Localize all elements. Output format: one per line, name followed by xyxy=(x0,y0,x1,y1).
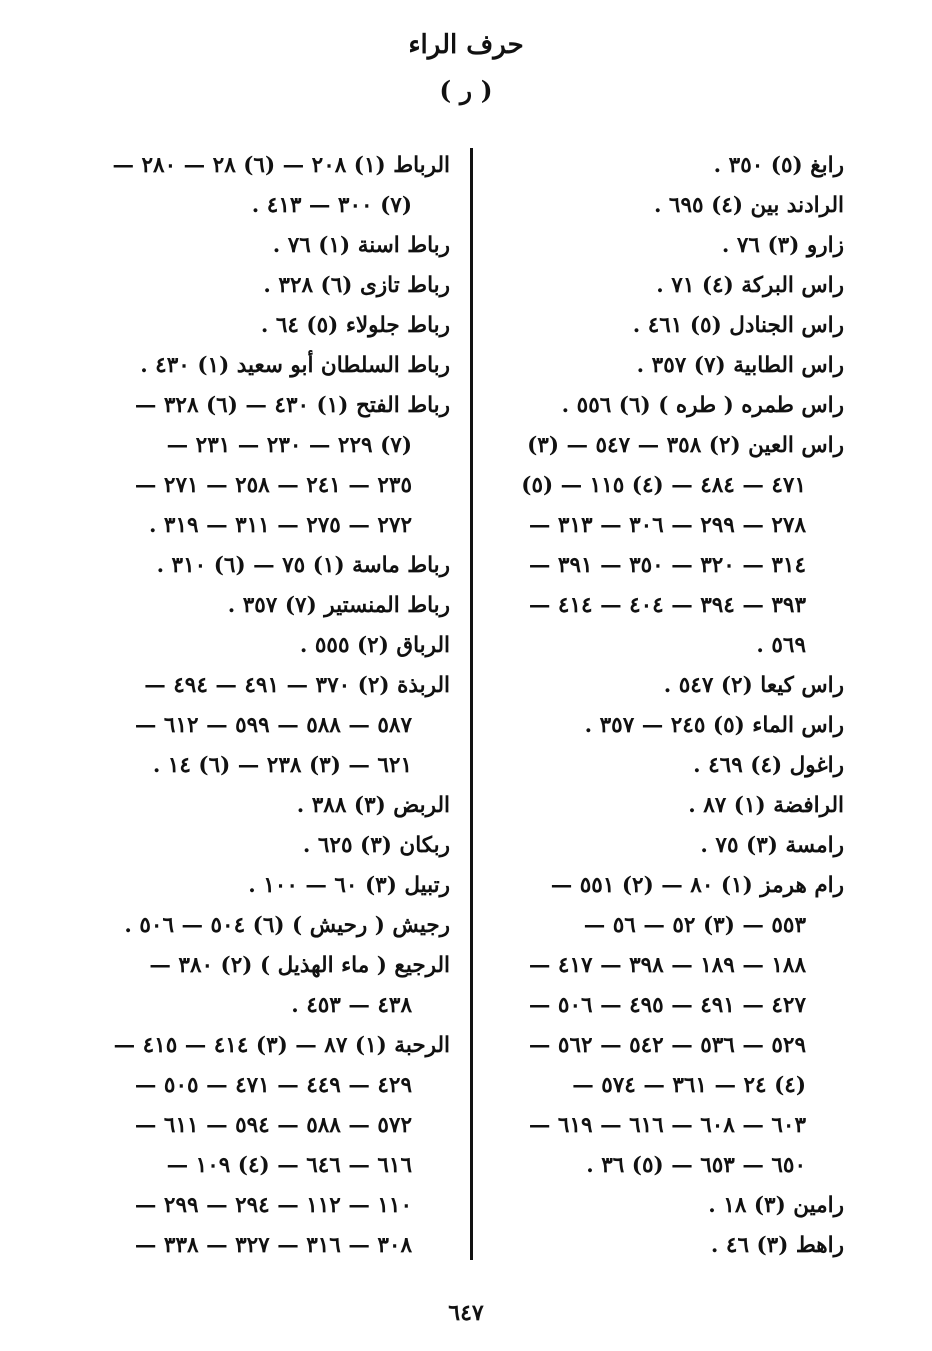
index-entry-continuation: ٢٧٢ — ٢٧٥ — ٣١١ — ٣١٩ . xyxy=(148,513,412,538)
index-entry: رباط الفتح (١) ٤٣٠ — (٦) ٣٢٨ — xyxy=(134,393,450,418)
index-entry: راغول (٤) ٤٦٩ . xyxy=(693,753,844,778)
index-entry: راس العين (٢) ٣٥٨ — ٥٤٧ — (٣) xyxy=(527,433,844,458)
index-entry-continuation: ٦٥٠ — ٦٥٣ — (٥) ٣٦ . xyxy=(586,1153,806,1178)
index-entry: الربذة (٢) ٣٧٠ — ٤٩١ — ٤٩٤ — xyxy=(144,673,450,698)
index-entry-continuation: (٤) ٢٤ — ٣٦١ — ٥٧٤ — xyxy=(572,1073,806,1098)
index-entry: رامسة (٣) ٧٥ . xyxy=(700,833,844,858)
index-entry-continuation: ٦١٦ — ٦٤٦ — (٤) ١٠٩ — xyxy=(166,1153,412,1178)
index-entry: رام هرمز (١) ٨٠ — (٢) ٥٥١ — xyxy=(550,873,844,898)
index-entry-continuation: ٤٢٧ — ٤٩١ — ٤٩٥ — ٥٠٦ — xyxy=(528,993,806,1018)
index-entry: راس طمره ( طره ) (٦) ٥٥٦ . xyxy=(561,393,844,418)
index-column-left xyxy=(92,146,450,1266)
index-entry: رامين (٣) ١٨ . xyxy=(708,1193,844,1218)
page-number: ٦٤٧ xyxy=(448,1300,484,1326)
index-entry: راس الجنادل (٥) ٤٦١ . xyxy=(632,313,844,338)
index-entry-continuation: ٢٧٨ — ٢٩٩ — ٣٠٦ — ٣١٣ — xyxy=(528,513,806,538)
index-entry: رابغ (٥) ٣٥٠ . xyxy=(713,153,844,178)
index-entry-continuation: ٥٧٢ — ٥٨٨ — ٥٩٤ — ٦١١ — xyxy=(134,1113,412,1138)
index-entry: ربكان (٣) ٦٢٥ . xyxy=(302,833,450,858)
index-entry-continuation: ١١٠ — ١١٢ — ٢٩٤ — ٢٩٩ — xyxy=(134,1193,412,1218)
index-entry: رجيش ( رحيش ) (٦) ٥٠٤ — ٥٠٦ . xyxy=(124,913,450,938)
index-entry-continuation: ٣٠٨ — ٣١٦ — ٣٢٧ — ٣٣٨ — xyxy=(134,1233,412,1258)
index-entry: الرحبة (١) ٨٧ — (٣) ٤١٤ — ٤١٥ — xyxy=(113,1033,450,1058)
index-entry: رباط جلولاء (٥) ٦٤ . xyxy=(260,313,450,338)
index-entry: الربض (٣) ٣٨٨ . xyxy=(296,793,450,818)
index-entry-continuation: ٥٨٧ — ٥٨٨ — ٥٩٩ — ٦١٢ — xyxy=(134,713,412,738)
index-entry-continuation: ١٨٨ — ١٨٩ — ٣٩٨ — ٤١٧ — xyxy=(528,953,806,978)
index-entry-continuation: ٢٣٥ — ٢٤١ — ٢٥٨ — ٢٧١ — xyxy=(134,473,412,498)
index-entry: الرجيع ( ماء الهذيل ) (٢) ٣٨٠ — xyxy=(149,953,450,978)
index-entry: رباط المنستير (٧) ٣٥٧ . xyxy=(227,593,450,618)
index-entry-continuation: (٧) ٣٠٠ — ٤١٣ . xyxy=(251,193,412,218)
page-title: حرف الراء xyxy=(408,30,524,60)
index-entry: الرباق (٢) ٥٥٥ . xyxy=(299,633,450,658)
index-entry-continuation: ٥٦٩ . xyxy=(756,633,806,658)
index-entry: رباط اسنة (١) ٧٦ . xyxy=(272,233,450,258)
index-entry: راس الماء (٥) ٢٤٥ — ٣٥٧ . xyxy=(584,713,844,738)
index-entry-continuation: ٤٢٩ — ٤٤٩ — ٤٧١ — ٥٠٥ — xyxy=(134,1073,412,1098)
index-entry: راس الطابية (٧) ٣٥٧ . xyxy=(636,353,844,378)
index-entry-continuation: ٦٢١ — (٣) ٢٣٨ — (٦) ١٤ . xyxy=(152,753,412,778)
index-entry: رتبيل (٣) ٦٠ — ١٠٠ . xyxy=(248,873,450,898)
index-entry-continuation: ٤٧١ — ٤٨٤ — (٤) ١١٥ — (٥) xyxy=(521,473,806,498)
index-entry: راهط (٣) ٤٦ . xyxy=(710,1233,844,1258)
index-entry: راس البركة (٤) ٧١ . xyxy=(656,273,844,298)
index-entry-continuation: ٦٠٣ — ٦٠٨ — ٦١٦ — ٦١٩ — xyxy=(528,1113,806,1138)
index-entry: الرباط (١) ٢٠٨ — (٦) ٢٨ — ٢٨٠ — xyxy=(112,153,450,178)
index-entry-continuation: ٣٩٣ — ٣٩٤ — ٤٠٤ — ٤١٤ — xyxy=(528,593,806,618)
index-entry-continuation: (٧) ٢٢٩ — ٢٣٠ — ٢٣١ — xyxy=(166,433,412,458)
column-divider xyxy=(470,148,473,1260)
index-entry: الرافضة (١) ٨٧ . xyxy=(688,793,844,818)
index-entry: راس كيعا (٢) ٥٤٧ . xyxy=(663,673,844,698)
index-entry: رباط ماسة (١) ٧٥ — (٦) ٣١٠ . xyxy=(156,553,450,578)
index-entry-continuation: ٥٥٣ — (٣) ٥٢ — ٥٦ — xyxy=(583,913,806,938)
index-entry-continuation: ٥٢٩ — ٥٣٦ — ٥٤٢ — ٥٦٢ — xyxy=(528,1033,806,1058)
index-entry: رباط تازى (٦) ٣٢٨ . xyxy=(263,273,450,298)
index-entry: رباط السلطان أبو سعيد (١) ٤٣٠ . xyxy=(140,353,450,378)
section-letter: ( ر ) xyxy=(439,76,493,105)
index-entry: الرادند بين (٤) ٦٩٥ . xyxy=(653,193,844,218)
index-entry-continuation: ٤٣٨ — ٤٥٣ . xyxy=(291,993,412,1018)
index-column-right xyxy=(489,146,844,1266)
index-entry-continuation: ٣١٤ — ٣٢٠ — ٣٥٠ — ٣٩١ — xyxy=(528,553,806,578)
index-entry: زارو (٣) ٧٦ . xyxy=(721,233,844,258)
